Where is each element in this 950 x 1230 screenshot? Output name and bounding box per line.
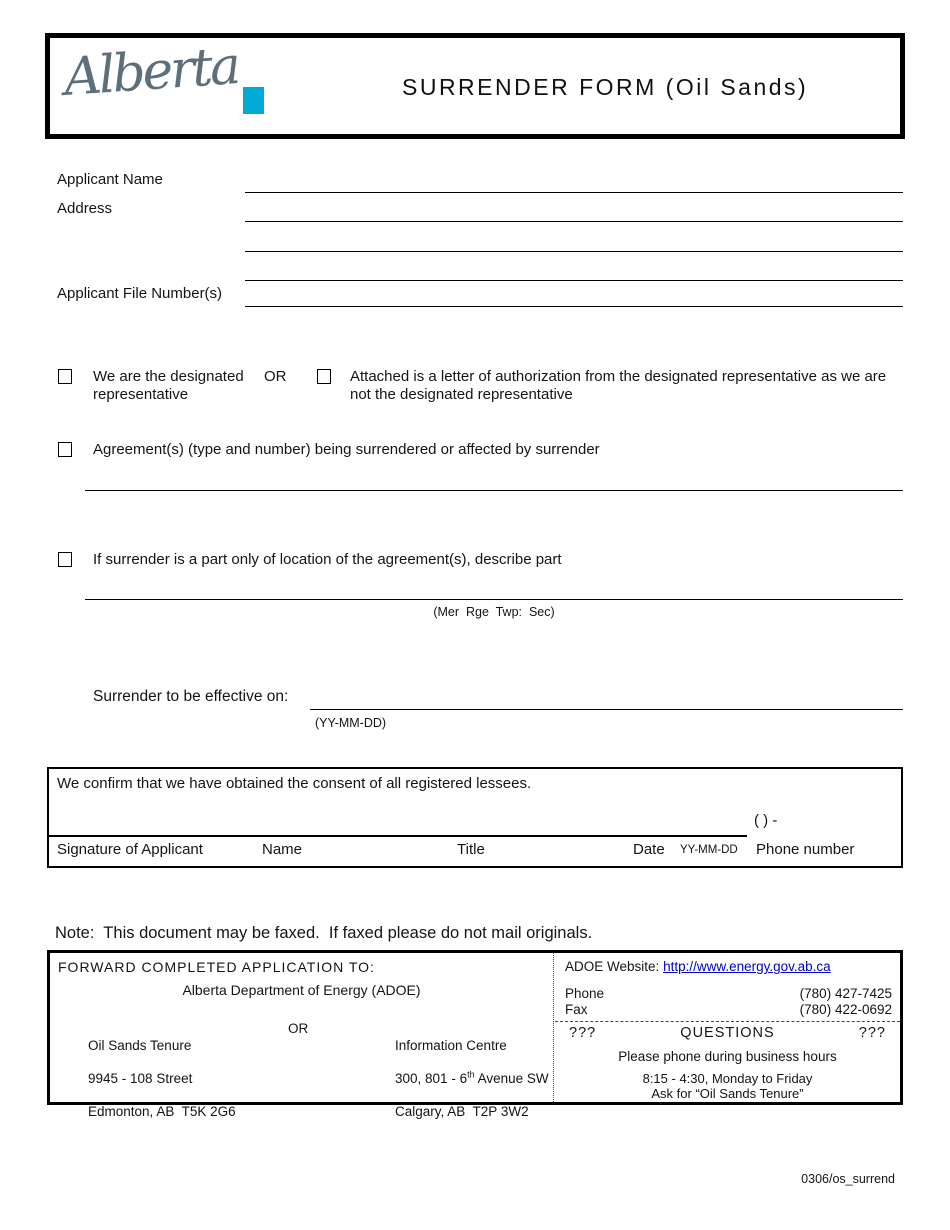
fax-label: Fax xyxy=(565,1002,588,1017)
oil-sands-address-line-1: Oil Sands Tenure xyxy=(88,1037,192,1053)
forward-right-cell xyxy=(555,953,900,1102)
business-hours-note: Please phone during business hours xyxy=(618,1049,837,1064)
website-row xyxy=(565,959,831,974)
part-description-line[interactable] xyxy=(85,599,903,600)
agreements-checkbox[interactable] xyxy=(58,442,72,457)
date-label: Date xyxy=(633,841,665,858)
questions-heading: QUESTIONS xyxy=(680,1025,775,1041)
questions-left-marks: ??? xyxy=(569,1025,597,1041)
agreements-line[interactable] xyxy=(85,490,903,491)
part-only-checkbox[interactable] xyxy=(58,552,72,567)
name-label: Name xyxy=(262,841,303,858)
questions-row xyxy=(555,1025,900,1041)
questions-right-marks: ??? xyxy=(858,1025,886,1041)
consent-text: We confirm that we have obtained the consent of all registered lessees. xyxy=(57,775,532,792)
date-format-label: YY-MM-DD xyxy=(680,844,738,856)
file-number-label: Applicant File Number(s) xyxy=(57,285,223,302)
letter-auth-label: Attached is a letter of authorization from the designated representative as we are not the designated representative xyxy=(350,368,887,403)
address-line-3[interactable] xyxy=(245,280,903,281)
forward-heading: FORWARD COMPLETED APPLICATION TO: xyxy=(58,959,375,975)
address-line-2[interactable] xyxy=(245,251,903,252)
phone-blank[interactable]: ( ) - xyxy=(754,812,778,829)
signature-line[interactable] xyxy=(49,835,747,837)
designated-rep-label: We are the designated representative xyxy=(93,368,244,403)
fax-note: Note: This document may be faxed. If faxed please do not mail originals. xyxy=(55,924,593,942)
applicant-name-line[interactable] xyxy=(245,192,903,193)
website-link[interactable]: http://www.energy.gov.ab.ca xyxy=(663,959,831,974)
info-centre-line-1: Information Centre xyxy=(395,1037,507,1053)
phone-value: (780) 427-7425 xyxy=(799,986,892,1001)
oil-sands-address-line-3: Edmonton, AB T5K 2G6 xyxy=(88,1103,236,1119)
forward-left-cell xyxy=(50,953,553,1119)
phone-label: Phone xyxy=(565,986,605,1001)
applicant-name-label: Applicant Name xyxy=(57,171,163,188)
mer-rge-twp-sec-caption: (Mer Rge Twp: Sec) xyxy=(433,605,555,619)
info-centre-line-3: Calgary, AB T2P 3W2 xyxy=(395,1103,529,1119)
designated-rep-checkbox[interactable] xyxy=(58,369,72,384)
effective-date-line[interactable] xyxy=(310,709,903,710)
form-number: 0306/os_surrend xyxy=(801,1172,895,1186)
forward-application-box xyxy=(47,950,903,1119)
or-label: OR xyxy=(264,368,287,385)
form-title: SURRENDER FORM (Oil Sands) xyxy=(402,74,809,100)
alberta-logo-text: Alberta xyxy=(62,36,240,108)
letter-auth-checkbox[interactable] xyxy=(317,369,331,384)
form-header xyxy=(45,33,905,139)
consent-signature-box xyxy=(47,767,903,868)
signature-of-applicant-label: Signature of Applicant xyxy=(57,841,203,858)
oil-sands-tenure-address xyxy=(58,1021,236,1137)
date-format-caption: (YY-MM-DD) xyxy=(315,716,387,730)
oil-sands-address-line-2: 9945 - 108 Street xyxy=(88,1070,193,1086)
phone-number-label: Phone number xyxy=(756,841,855,858)
alberta-logo xyxy=(62,36,312,134)
info-centre-line-2: 300, 801 - 6th Avenue SW xyxy=(395,1069,549,1086)
title-label: Title xyxy=(457,841,485,858)
adoe-department-label: Alberta Department of Energy (ADOE) xyxy=(182,982,421,998)
part-only-label: If surrender is a part only of location of the agreement(s), describe part xyxy=(93,551,562,568)
alberta-logo-square-icon xyxy=(243,87,264,114)
hours-detail-note: 8:15 - 4:30, Monday to Friday xyxy=(642,1071,813,1086)
horizontal-dashed-divider xyxy=(555,1021,900,1022)
website-label: ADOE Website: xyxy=(565,959,660,974)
forward-or-label: OR xyxy=(288,1021,309,1036)
agreements-label: Agreement(s) (type and number) being surrendered or affected by surrender xyxy=(93,441,600,458)
vertical-dotted-divider xyxy=(553,953,554,1102)
address-line-1[interactable] xyxy=(245,221,903,222)
address-label: Address xyxy=(57,200,113,217)
effective-date-label: Surrender to be effective on: xyxy=(93,688,289,705)
information-centre-address xyxy=(365,1021,549,1137)
fax-value: (780) 422-0692 xyxy=(799,1002,892,1017)
ask-for-note: Ask for “Oil Sands Tenure” xyxy=(651,1086,804,1101)
file-number-line[interactable] xyxy=(245,306,903,307)
